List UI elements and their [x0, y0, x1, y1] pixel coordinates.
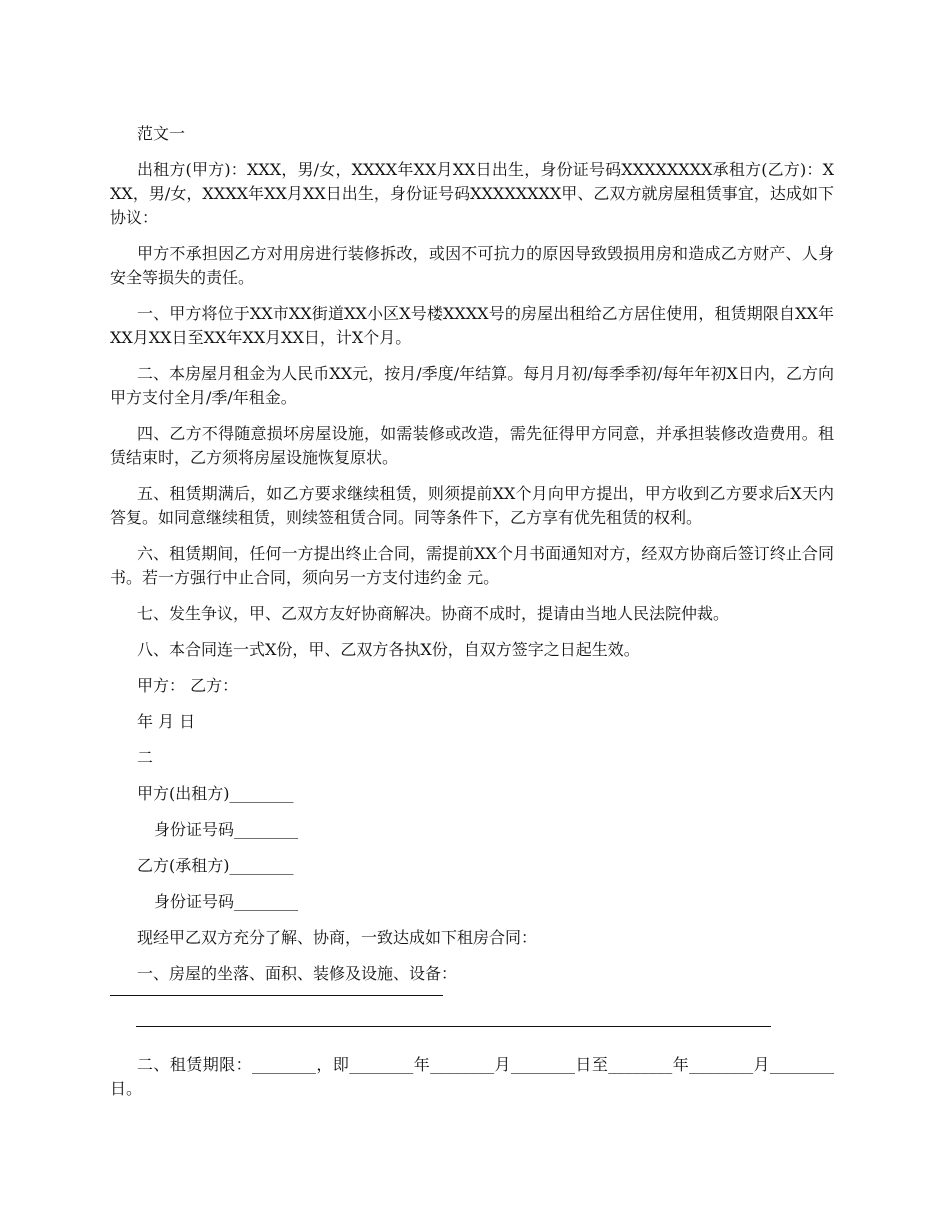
- date-line: 年 月 日: [137, 712, 196, 731]
- lessor-id-field: 身份证号码________: [154, 820, 299, 839]
- clause-2: 二、本房屋月租金为人民币XX元，按月/季度/年结算。每月月初/每季季初/每年年初X日内，乙方向甲方支付全月/季/年租金。: [110, 364, 834, 407]
- clause-7: 七、发生争议，甲、乙双方友好协商解决。协商不成时，提请由当地人民法院仲裁。: [137, 604, 730, 623]
- lessor-field: 甲方(出租方)________: [137, 784, 294, 803]
- lease-term-clause: 二、租赁期限：________，即________年________月________日至________年________月________日。: [110, 1055, 834, 1098]
- parties-paragraph: 出租方(甲方)：XXX，男/女，XXXX年XX月XX日出生，身份证号码XXXXXXXX承租方(乙方)：XXX，男/女，XXXX年XX月XX日出生，身份证号码XXXXXXXX甲、乙双方就房屋租赁事宜，达成如下协议：: [110, 160, 834, 227]
- lessee-id-field: 身份证号码________: [154, 892, 299, 911]
- premises-clause: 一、房屋的坐落、面积、装修及设施、设备：: [137, 964, 458, 983]
- clause-4: 四、乙方不得随意损坏房屋设施，如需装修或改造，需先征得甲方同意，并承担装修改造费用。租赁结束时，乙方须将房屋设施恢复原状。: [110, 424, 834, 467]
- agreement-intro: 现经甲乙双方充分了解、协商，一致达成如下租房合同：: [137, 928, 538, 947]
- section-heading: 范文一: [137, 124, 186, 143]
- document-body: [110, 122, 834, 1113]
- blank-line: [136, 1026, 771, 1027]
- lessee-field: 乙方(承租方)________: [137, 856, 294, 875]
- clause-1: 一、甲方将位于XX市XX街道XX小区X号楼XXXX号的房屋出租给乙方居住使用，租赁期限自XX年XX月XX日至XX年XX月XX日，计X个月。: [110, 304, 834, 347]
- clause-5: 五、租赁期满后，如乙方要求继续租赁，则须提前XX个月向甲方提出，甲方收到乙方要求后X天内答复。如同意继续租赁，则续签租赁合同。同等条件下，乙方享有优先租赁的权利。: [110, 484, 834, 527]
- clause-6: 六、租赁期间，任何一方提出终止合同，需提前XX个月书面通知对方，经双方协商后签订终止合同书。若一方强行中止合同，须向另一方支付违约金 元。: [110, 544, 834, 587]
- section-two-heading: 二: [137, 748, 154, 767]
- liability-paragraph: 甲方不承担因乙方对用房进行装修拆改，或因不可抗力的原因导致毁损用房和造成乙方财产、人身安全等损失的责任。: [110, 244, 834, 287]
- clause-8: 八、本合同连一式X份，甲、乙双方各执X份，自双方签字之日起生效。: [137, 640, 640, 659]
- signature-line: 甲方： 乙方：: [137, 676, 239, 695]
- blank-line: [110, 995, 443, 996]
